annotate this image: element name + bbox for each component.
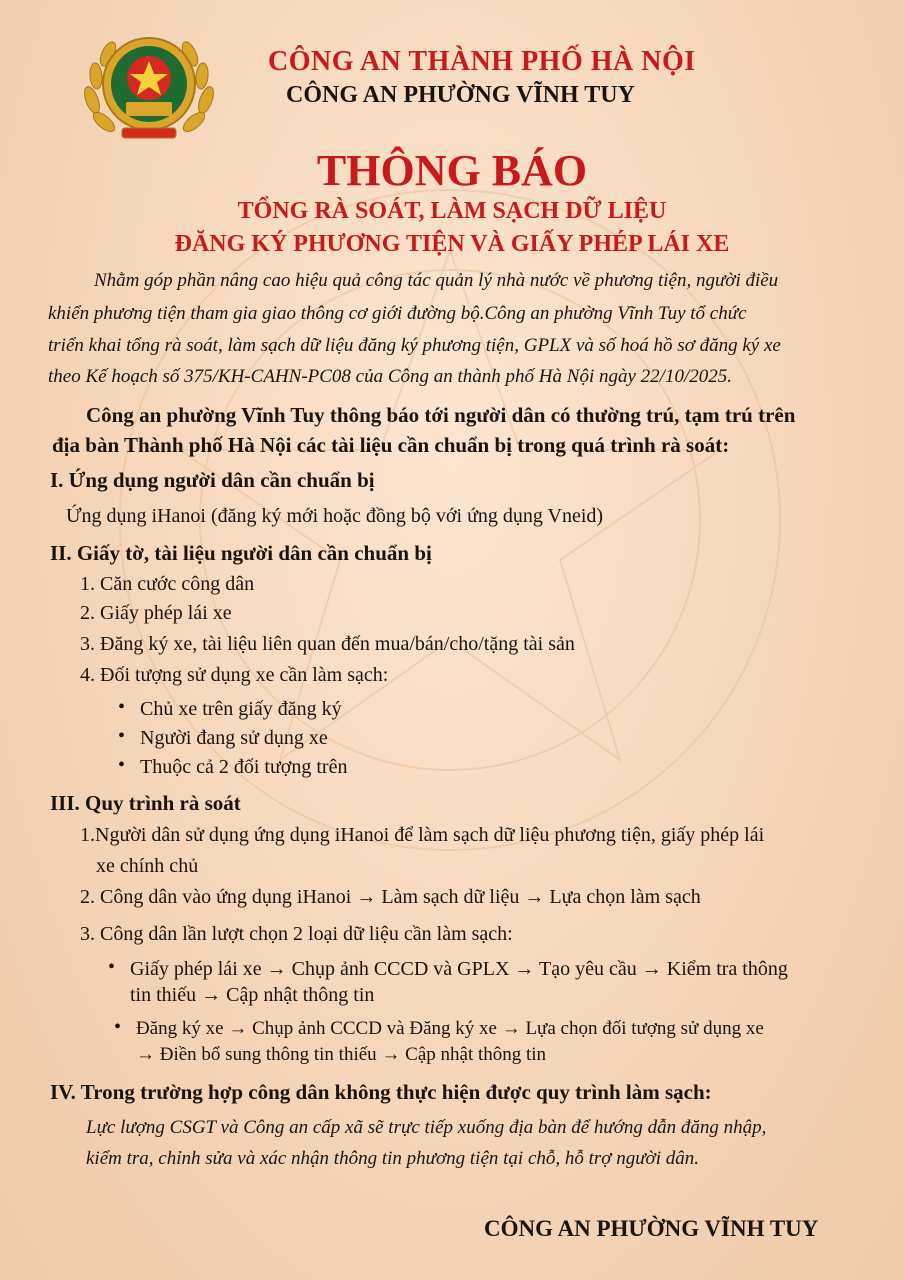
signature: CÔNG AN PHƯỜNG VĨNH TUY	[484, 1216, 819, 1241]
section-2-bullet-3: Thuộc cả 2 đối tượng trên	[140, 756, 348, 778]
section-4-line-2: kiểm tra, chỉnh sửa và xác nhận thông tin phương tiện tại chỗ, hỗ trợ người dân.	[86, 1148, 699, 1169]
bullet-icon: •	[118, 754, 126, 776]
section-3-heading: III. Quy trình rà soát	[50, 791, 241, 815]
org-unit-title: CÔNG AN PHƯỜNG VĨNH TUY	[286, 82, 635, 108]
section-2-item-2: 2. Giấy phép lái xe	[80, 602, 232, 624]
section-3-step-1-line-1: 1.Người dân sử dụng ứng dụng iHanoi để làm sạch dữ liệu phương tiện, giấy phép lái	[80, 824, 765, 846]
section-3-step-2: 2. Công dân vào ứng dụng iHanoi → Làm sạch dữ liệu → Lựa chọn làm sạch	[80, 886, 701, 908]
section-4-line-1: Lực lượng CSGT và Công an cấp xã sẽ trực tiếp xuống địa bàn để hướng dẫn đăng nhập,	[86, 1117, 767, 1138]
notice-line-2: địa bàn Thành phố Hà Nội các tài liệu cần chuẩn bị trong quá trình rà soát:	[52, 433, 730, 457]
section-3-bullet-2-line-2: → Điền bổ sung thông tin thiếu → Cập nhật thông tin	[136, 1044, 547, 1065]
section-3-bullet-1-line-1: Giấy phép lái xe → Chụp ảnh CCCD và GPLX → Tạo yêu cầu → Kiểm tra thông	[130, 958, 788, 980]
section-3-step-3: 3. Công dân lần lượt chọn 2 loại dữ liệu cần làm sạch:	[80, 923, 513, 945]
section-1-heading: I. Ứng dụng người dân cần chuẩn bị	[50, 468, 375, 492]
section-2-item-3: 3. Đăng ký xe, tài liệu liên quan đến mua/bán/cho/tặng tài sản	[80, 633, 575, 655]
notice-subtitle-1: TỔNG RÀ SOÁT, LÀM SẠCH DỮ LIỆU	[237, 198, 667, 224]
notice-subtitle-2: ĐĂNG KÝ PHƯƠNG TIỆN VÀ GIẤY PHÉP LÁI XE	[174, 231, 730, 257]
bullet-icon: •	[108, 956, 116, 978]
section-4-heading: IV. Trong trường hợp công dân không thực hiện được quy trình làm sạch:	[50, 1080, 712, 1104]
section-2-item-4: 4. Đối tượng sử dụng xe cần làm sạch:	[80, 664, 389, 686]
org-parent-title: CÔNG AN THÀNH PHỐ HÀ NỘI	[268, 46, 696, 77]
section-3-bullet-2-line-1: Đăng ký xe → Chụp ảnh CCCD và Đăng ký xe → Lựa chọn đối tượng sử dụng xe	[136, 1018, 764, 1039]
intro-line-4: theo Kế hoạch số 375/KH-CAHN-PC08 của Công an thành phố Hà Nội ngày 22/10/2025.	[48, 366, 732, 387]
bullet-icon: •	[118, 696, 126, 718]
bullet-icon: •	[118, 725, 126, 747]
intro-line-1: Nhằm góp phần nâng cao hiệu quả công tác quản lý nhà nước về phương tiện, người điều	[94, 270, 779, 291]
section-2-item-1: 1. Căn cước công dân	[80, 573, 255, 595]
intro-line-3: triển khai tổng rà soát, làm sạch dữ liệu đăng ký phương tiện, GPLX và số hoá hồ sơ đăng ký xe	[48, 335, 781, 356]
notice-title: THÔNG BÁO	[316, 146, 588, 195]
section-2-bullet-1: Chủ xe trên giấy đăng ký	[140, 698, 342, 720]
intro-line-2: khiển phương tiện tham gia giao thông cơ giới đường bộ.Công an phường Vĩnh Tuy tổ chức	[48, 303, 747, 324]
section-1-text: Ứng dụng iHanoi (đăng ký mới hoặc đồng bộ với ứng dụng Vneid)	[66, 505, 604, 527]
notice-line-1: Công an phường Vĩnh Tuy thông báo tới người dân có thường trú, tạm trú trên	[86, 403, 796, 427]
section-3-step-1-line-2: xe chính chủ	[96, 855, 199, 877]
section-3-bullet-1-line-2: tin thiếu → Cập nhật thông tin	[130, 984, 375, 1006]
bullet-icon: •	[114, 1016, 122, 1038]
section-2-bullet-2: Người đang sử dụng xe	[140, 727, 328, 749]
police-emblem	[78, 30, 220, 145]
section-2-heading: II. Giấy tờ, tài liệu người dân cần chuẩn bị	[50, 541, 432, 565]
